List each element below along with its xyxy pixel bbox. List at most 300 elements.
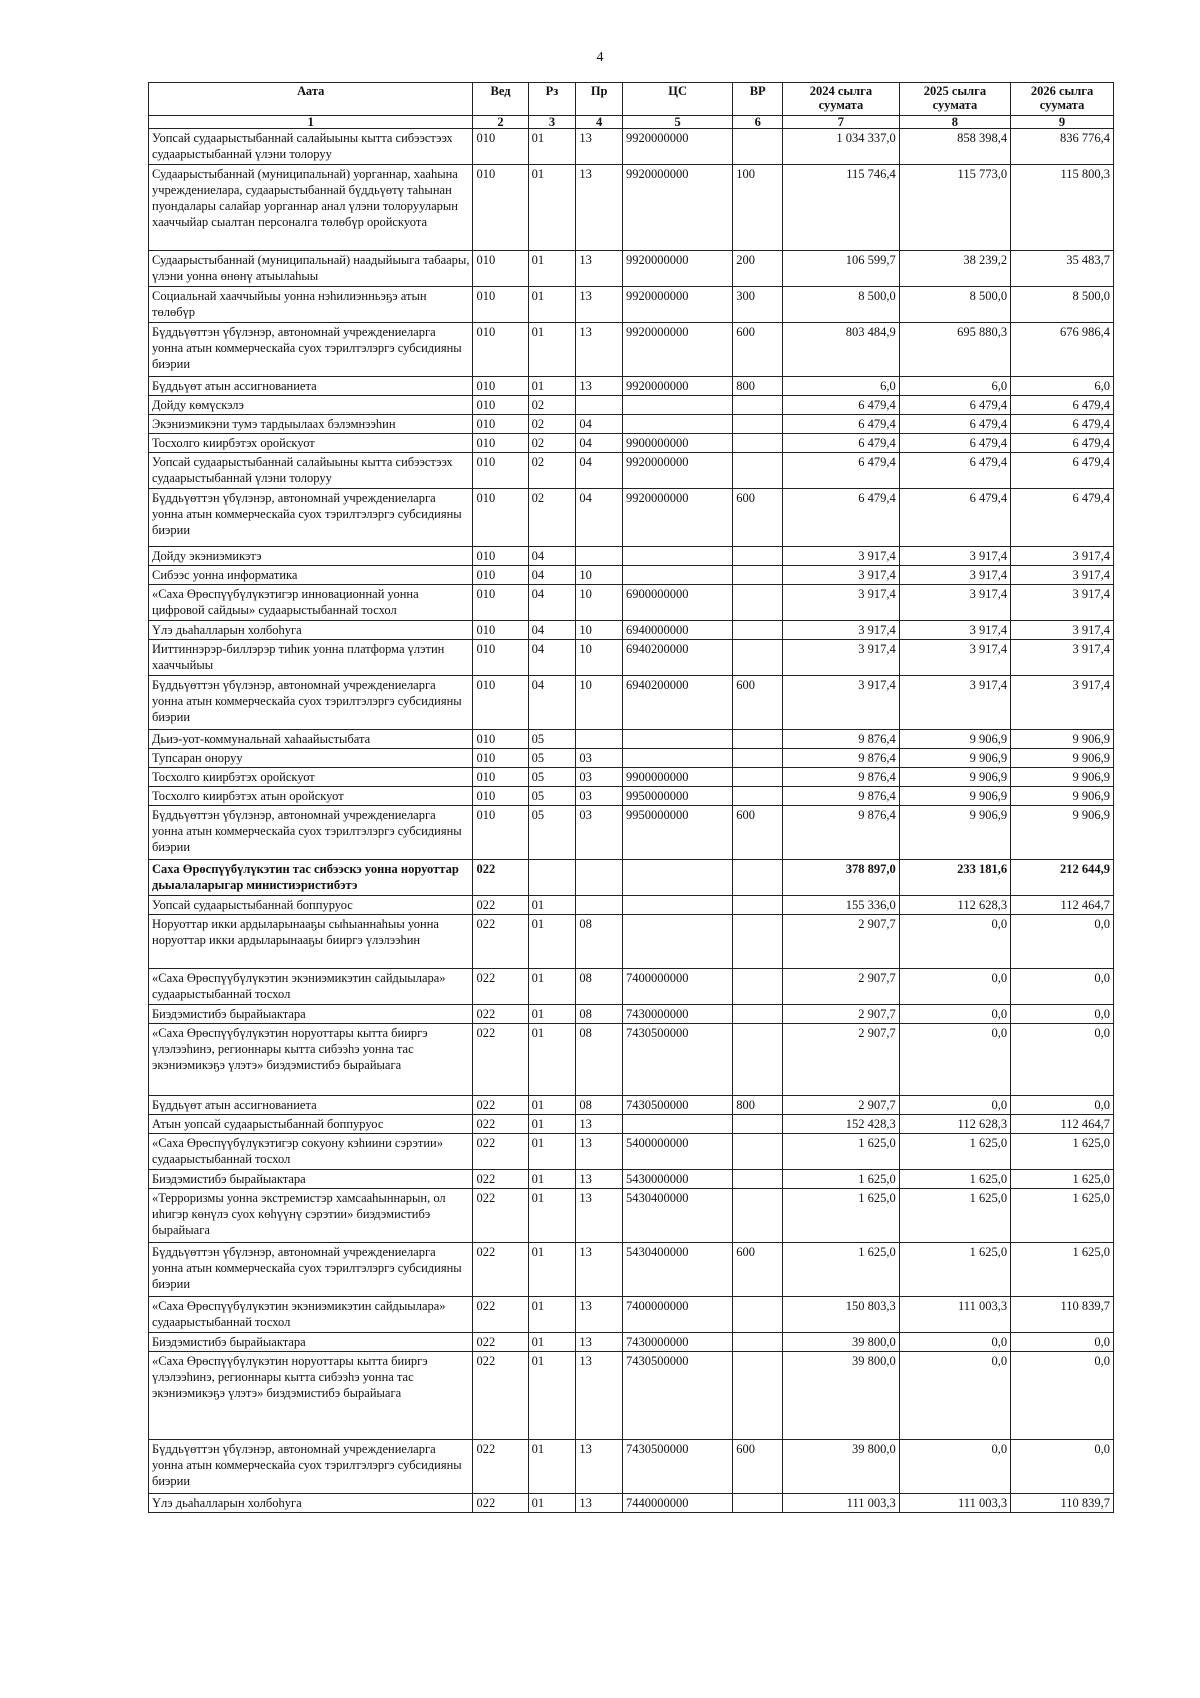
- cell-2025: 6 479,4: [899, 489, 1010, 547]
- cell-2026: 9 906,9: [1011, 768, 1114, 787]
- cell-vr: 600: [733, 1243, 783, 1297]
- cell-ved: 022: [473, 1333, 528, 1352]
- column-number: 9: [1011, 116, 1114, 129]
- cell-pr: 03: [576, 768, 623, 787]
- cell-rz: 01: [528, 1096, 576, 1115]
- cell-2024: 9 876,4: [783, 787, 900, 806]
- cell-rz: 01: [528, 287, 576, 323]
- cell-2024: 2 907,7: [783, 1005, 900, 1024]
- cell-2026: 0,0: [1011, 1352, 1114, 1440]
- cell-vr: [733, 787, 783, 806]
- cell-pr: 13: [576, 1115, 623, 1134]
- header-2024: 2024 сылга суумата: [783, 83, 900, 116]
- cell-vr: 800: [733, 377, 783, 396]
- table-row: [149, 323, 1114, 377]
- cell-2024: 3 917,4: [783, 566, 900, 585]
- cell-name: Тупсаран оноруу: [149, 749, 473, 768]
- cell-ved: 022: [473, 1096, 528, 1115]
- cell-ved: 010: [473, 377, 528, 396]
- cell-pr: 04: [576, 415, 623, 434]
- column-number-row: [149, 116, 1114, 129]
- cell-rz: 01: [528, 915, 576, 969]
- cell-vr: [733, 621, 783, 640]
- cell-cs: 9920000000: [623, 323, 733, 377]
- table-row: [149, 434, 1114, 453]
- cell-cs: 9920000000: [623, 287, 733, 323]
- cell-name: Бүддьүөттэн үбүлэнэр, автономнай учреждениеларга уонна атын коммерческайа суох тэрилтэлэргэ субсидияны биэрии: [149, 1440, 473, 1494]
- cell-cs: 6940200000: [623, 640, 733, 676]
- cell-cs: 6940200000: [623, 676, 733, 730]
- cell-rz: 01: [528, 377, 576, 396]
- cell-2026: 212 644,9: [1011, 860, 1114, 896]
- header-name: Аата: [149, 83, 473, 116]
- table-row: [149, 1440, 1114, 1494]
- cell-ved: 010: [473, 547, 528, 566]
- cell-name: Норуоттар икки ардыларынааҕы сыһыаннаһыы уонна норуоттар икки ардыларынааҕы бииргэ үлэлээһин: [149, 915, 473, 969]
- cell-name: Бүддьүөт атын ассигнованиета: [149, 1096, 473, 1115]
- table-row: [149, 585, 1114, 621]
- cell-ved: 022: [473, 969, 528, 1005]
- cell-pr: 13: [576, 1440, 623, 1494]
- cell-pr: [576, 547, 623, 566]
- cell-name: Ииттиннэрэр-биллэрэр тиһик уонна платформа үлэтин хааччыйыы: [149, 640, 473, 676]
- cell-ved: 022: [473, 1005, 528, 1024]
- table-row: [149, 1134, 1114, 1170]
- cell-ved: 010: [473, 749, 528, 768]
- table-row: [149, 415, 1114, 434]
- cell-2026: 1 625,0: [1011, 1243, 1114, 1297]
- cell-vr: [733, 434, 783, 453]
- cell-name: Үлэ дьаһалларын холбоһуга: [149, 1494, 473, 1513]
- cell-2024: 3 917,4: [783, 547, 900, 566]
- cell-pr: 10: [576, 640, 623, 676]
- cell-ved: 010: [473, 129, 528, 165]
- table-row: [149, 1024, 1114, 1096]
- cell-ved: 022: [473, 1115, 528, 1134]
- cell-2024: 152 428,3: [783, 1115, 900, 1134]
- cell-pr: 13: [576, 1352, 623, 1440]
- table-row: [149, 621, 1114, 640]
- cell-rz: 01: [528, 969, 576, 1005]
- cell-2026: 6 479,4: [1011, 434, 1114, 453]
- cell-2026: 8 500,0: [1011, 287, 1114, 323]
- cell-2026: 9 906,9: [1011, 730, 1114, 749]
- cell-vr: [733, 585, 783, 621]
- table-row: [149, 806, 1114, 860]
- cell-2025: 3 917,4: [899, 621, 1010, 640]
- cell-2024: 9 876,4: [783, 806, 900, 860]
- cell-2025: 233 181,6: [899, 860, 1010, 896]
- cell-vr: [733, 1333, 783, 1352]
- cell-2025: 3 917,4: [899, 640, 1010, 676]
- cell-name: «Саха Өрөспүүбүлүкэтин экэниэмикэтин сайдыылара» судаарыстыбаннай тосхол: [149, 969, 473, 1005]
- cell-ved: 010: [473, 415, 528, 434]
- cell-2024: 1 625,0: [783, 1243, 900, 1297]
- cell-name: Экэниэмикэни тумэ тардыылаах бэлэмнээһин: [149, 415, 473, 434]
- cell-cs: 9920000000: [623, 377, 733, 396]
- cell-cs: [623, 915, 733, 969]
- cell-vr: [733, 1005, 783, 1024]
- cell-2025: 0,0: [899, 1440, 1010, 1494]
- cell-cs: 5400000000: [623, 1134, 733, 1170]
- table-row: [149, 1115, 1114, 1134]
- cell-2024: 6,0: [783, 377, 900, 396]
- cell-pr: 08: [576, 969, 623, 1005]
- cell-name: Тосхолго киирбэтэх атын оройскуот: [149, 787, 473, 806]
- cell-pr: 03: [576, 806, 623, 860]
- cell-2025: 0,0: [899, 915, 1010, 969]
- cell-2025: 3 917,4: [899, 676, 1010, 730]
- cell-name: Дойду экэниэмикэтэ: [149, 547, 473, 566]
- header-pr: Пр: [576, 83, 623, 116]
- cell-ved: 022: [473, 1352, 528, 1440]
- cell-rz: 01: [528, 1134, 576, 1170]
- cell-2025: 111 003,3: [899, 1494, 1010, 1513]
- cell-cs: [623, 860, 733, 896]
- cell-pr: 08: [576, 915, 623, 969]
- cell-vr: 600: [733, 676, 783, 730]
- cell-name: Судаарыстыбаннай (муниципальнай) уорганнар, хааһына учреждениелара, судаарыстыбаннай бүддьүөтү таһынан пуондалары салайар уорганнар анал үлэни толорууларын хааччыйар сыалтан персоналга төлөбүр оройскуота: [149, 165, 473, 251]
- cell-ved: 010: [473, 251, 528, 287]
- cell-cs: [623, 415, 733, 434]
- cell-2026: 6 479,4: [1011, 489, 1114, 547]
- table-row: [149, 377, 1114, 396]
- cell-2026: 0,0: [1011, 1005, 1114, 1024]
- column-number: 1: [149, 116, 473, 129]
- cell-rz: 01: [528, 1494, 576, 1513]
- cell-vr: [733, 1189, 783, 1243]
- cell-2026: 9 906,9: [1011, 787, 1114, 806]
- cell-pr: 10: [576, 621, 623, 640]
- table-row: [149, 547, 1114, 566]
- cell-rz: 04: [528, 676, 576, 730]
- column-number: 2: [473, 116, 528, 129]
- column-number: 8: [899, 116, 1010, 129]
- cell-rz: 05: [528, 768, 576, 787]
- cell-2025: 0,0: [899, 1005, 1010, 1024]
- cell-2026: 1 625,0: [1011, 1170, 1114, 1189]
- cell-name: Сибээс уонна информатика: [149, 566, 473, 585]
- cell-ved: 022: [473, 1024, 528, 1096]
- table-row: [149, 1333, 1114, 1352]
- cell-name: Биэдэмистибэ бырайыактара: [149, 1170, 473, 1189]
- cell-name: Бүддьүөттэн үбүлэнэр, автономнай учреждениеларга уонна атын коммерческайа суох тэрилтэлэргэ субсидияны биэрии: [149, 323, 473, 377]
- cell-name: Бүддьүөттэн үбүлэнэр, автономнай учреждениеларга уонна атын коммерческайа суох тэрилтэлэргэ субсидияны биэрии: [149, 1243, 473, 1297]
- cell-rz: 02: [528, 453, 576, 489]
- table-row: [149, 489, 1114, 547]
- header-rz: Рз: [528, 83, 576, 116]
- cell-2024: 106 599,7: [783, 251, 900, 287]
- cell-rz: 04: [528, 640, 576, 676]
- column-number: 3: [528, 116, 576, 129]
- cell-name: Тосхолго киирбэтэх оройскуот: [149, 768, 473, 787]
- cell-rz: 01: [528, 129, 576, 165]
- cell-2026: 0,0: [1011, 1024, 1114, 1096]
- cell-vr: [733, 1170, 783, 1189]
- cell-2026: 115 800,3: [1011, 165, 1114, 251]
- cell-2025: 9 906,9: [899, 749, 1010, 768]
- cell-cs: 7430500000: [623, 1024, 733, 1096]
- cell-pr: 03: [576, 749, 623, 768]
- table-row: [149, 1243, 1114, 1297]
- cell-vr: 600: [733, 1440, 783, 1494]
- cell-ved: 010: [473, 489, 528, 547]
- cell-name: «Саха Өрөспүүбүлүкэтин норуоттары кытта бииргэ үлэлээһинэ, регионнары кытта сибээһэ уонна тас экэниэмикэҕэ үлэтэ» биэдэмистибэ бырайыага: [149, 1024, 473, 1096]
- cell-rz: 02: [528, 434, 576, 453]
- cell-cs: [623, 566, 733, 585]
- cell-name: Уопсай судаарыстыбаннай салайыыны кытта сибээстээх судаарыстыбаннай үлэни толоруу: [149, 129, 473, 165]
- cell-2026: 6,0: [1011, 377, 1114, 396]
- cell-2024: 2 907,7: [783, 915, 900, 969]
- header-vr: ВР: [733, 83, 783, 116]
- cell-2025: 1 625,0: [899, 1170, 1010, 1189]
- cell-2024: 39 800,0: [783, 1333, 900, 1352]
- cell-2025: 1 625,0: [899, 1134, 1010, 1170]
- cell-ved: 022: [473, 860, 528, 896]
- cell-name: «Саха Өрөспүүбүлүкэтигэр инновационнай уонна цифровой сайдыы» судаарыстыбаннай тосхол: [149, 585, 473, 621]
- cell-vr: [733, 749, 783, 768]
- table-row: [149, 453, 1114, 489]
- cell-2024: 155 336,0: [783, 896, 900, 915]
- cell-ved: 010: [473, 730, 528, 749]
- cell-cs: 9920000000: [623, 489, 733, 547]
- cell-cs: [623, 896, 733, 915]
- cell-ved: 010: [473, 165, 528, 251]
- cell-pr: 08: [576, 1005, 623, 1024]
- cell-pr: 04: [576, 489, 623, 547]
- cell-2024: 6 479,4: [783, 489, 900, 547]
- cell-pr: 13: [576, 1170, 623, 1189]
- table-row: [149, 1297, 1114, 1333]
- cell-2024: 2 907,7: [783, 1024, 900, 1096]
- cell-2025: 115 773,0: [899, 165, 1010, 251]
- cell-name: Судаарыстыбаннай (муниципальнай) наадыйыыга табаары, үлэни уонна өнөнү атыылаһыы: [149, 251, 473, 287]
- cell-rz: 05: [528, 749, 576, 768]
- cell-2025: 8 500,0: [899, 287, 1010, 323]
- cell-rz: 01: [528, 896, 576, 915]
- cell-rz: 01: [528, 1297, 576, 1333]
- cell-rz: 01: [528, 323, 576, 377]
- cell-vr: [733, 1115, 783, 1134]
- cell-2026: 0,0: [1011, 1096, 1114, 1115]
- cell-ved: 022: [473, 1189, 528, 1243]
- cell-name: «Саха Өрөспүүбүлүкэтин норуоттары кытта бииргэ үлэлээһинэ, регионнары кытта сибээһэ уонна тас экэниэмикэҕэ үлэтэ» биэдэмистибэ бырайыага: [149, 1352, 473, 1440]
- cell-cs: 9900000000: [623, 768, 733, 787]
- cell-2024: 1 625,0: [783, 1170, 900, 1189]
- table-row: [149, 1170, 1114, 1189]
- cell-rz: 01: [528, 1005, 576, 1024]
- cell-2024: 8 500,0: [783, 287, 900, 323]
- cell-cs: 5430400000: [623, 1243, 733, 1297]
- cell-ved: 010: [473, 396, 528, 415]
- cell-pr: 08: [576, 1024, 623, 1096]
- cell-cs: 9950000000: [623, 806, 733, 860]
- cell-pr: 13: [576, 377, 623, 396]
- cell-ved: 010: [473, 434, 528, 453]
- cell-2025: 9 906,9: [899, 768, 1010, 787]
- budget-table: [148, 82, 1114, 1513]
- table-body: [149, 129, 1114, 1513]
- cell-name: Дойду көмүскэлэ: [149, 396, 473, 415]
- cell-2026: 110 839,7: [1011, 1494, 1114, 1513]
- cell-2026: 836 776,4: [1011, 129, 1114, 165]
- cell-name: Атын уопсай судаарыстыбаннай боппуруос: [149, 1115, 473, 1134]
- cell-name: Бүддьүөт атын ассигнованиета: [149, 377, 473, 396]
- cell-cs: 7430000000: [623, 1005, 733, 1024]
- cell-2026: 110 839,7: [1011, 1297, 1114, 1333]
- cell-pr: [576, 396, 623, 415]
- cell-2025: 3 917,4: [899, 547, 1010, 566]
- cell-pr: 13: [576, 165, 623, 251]
- table-row: [149, 1096, 1114, 1115]
- cell-rz: 05: [528, 730, 576, 749]
- cell-name: «Терроризмы уонна экстремистэр хамсааһыннарын, ол иһигэр көнүлэ суох көһүүнү сэрэтии» биэдэмистибэ бырайыага: [149, 1189, 473, 1243]
- cell-ved: 010: [473, 453, 528, 489]
- cell-vr: [733, 547, 783, 566]
- cell-2026: 6 479,4: [1011, 415, 1114, 434]
- cell-pr: 10: [576, 676, 623, 730]
- cell-2024: 9 876,4: [783, 730, 900, 749]
- cell-pr: 13: [576, 1134, 623, 1170]
- cell-2026: 3 917,4: [1011, 621, 1114, 640]
- cell-name: Дьиэ-уот-коммунальнай хаһаайыстыбата: [149, 730, 473, 749]
- cell-2026: 6 479,4: [1011, 453, 1114, 489]
- cell-2024: 3 917,4: [783, 640, 900, 676]
- cell-cs: 7430000000: [623, 1333, 733, 1352]
- cell-name: Бүддьүөттэн үбүлэнэр, автономнай учреждениеларга уонна атын коммерческайа суох тэрилтэлэргэ субсидияны биэрии: [149, 676, 473, 730]
- cell-2026: 9 906,9: [1011, 749, 1114, 768]
- cell-pr: 08: [576, 1096, 623, 1115]
- cell-name: «Саха Өрөспүүбүлүкэтигэр сокуону кэһиини сэрэтии» судаарыстыбаннай тосхол: [149, 1134, 473, 1170]
- cell-2024: 378 897,0: [783, 860, 900, 896]
- column-number: 7: [783, 116, 900, 129]
- column-number: 5: [623, 116, 733, 129]
- cell-ved: 010: [473, 621, 528, 640]
- cell-2025: 0,0: [899, 969, 1010, 1005]
- cell-ved: 022: [473, 1440, 528, 1494]
- cell-2026: 1 625,0: [1011, 1189, 1114, 1243]
- cell-vr: [733, 730, 783, 749]
- table-row: [149, 730, 1114, 749]
- cell-pr: 03: [576, 787, 623, 806]
- header-2026: 2026 сылга суумата: [1011, 83, 1114, 116]
- cell-2025: 6 479,4: [899, 434, 1010, 453]
- cell-ved: 010: [473, 806, 528, 860]
- cell-name: «Саха Өрөспүүбүлүкэтин экэниэмикэтин сайдыылара» судаарыстыбаннай тосхол: [149, 1297, 473, 1333]
- cell-pr: 13: [576, 1189, 623, 1243]
- cell-2024: 2 907,7: [783, 969, 900, 1005]
- table-row: [149, 1189, 1114, 1243]
- cell-2026: 3 917,4: [1011, 585, 1114, 621]
- cell-rz: 04: [528, 621, 576, 640]
- cell-2026: 112 464,7: [1011, 896, 1114, 915]
- cell-2025: 112 628,3: [899, 896, 1010, 915]
- cell-2025: 0,0: [899, 1096, 1010, 1115]
- header-2025: 2025 сылга суумата: [899, 83, 1010, 116]
- cell-cs: 9900000000: [623, 434, 733, 453]
- table-row: [149, 640, 1114, 676]
- table-row: [149, 969, 1114, 1005]
- cell-ved: 010: [473, 287, 528, 323]
- cell-pr: 13: [576, 1333, 623, 1352]
- cell-cs: [623, 396, 733, 415]
- cell-rz: 02: [528, 489, 576, 547]
- cell-2024: 9 876,4: [783, 768, 900, 787]
- cell-cs: 9920000000: [623, 165, 733, 251]
- cell-vr: [733, 1024, 783, 1096]
- header-ved: Вед: [473, 83, 528, 116]
- cell-cs: 5430400000: [623, 1189, 733, 1243]
- cell-ved: 022: [473, 1297, 528, 1333]
- cell-ved: 010: [473, 787, 528, 806]
- cell-cs: [623, 1115, 733, 1134]
- cell-2025: 0,0: [899, 1352, 1010, 1440]
- cell-rz: 01: [528, 251, 576, 287]
- cell-ved: 010: [473, 323, 528, 377]
- cell-name: Бүддьүөттэн үбүлэнэр, автономнай учреждениеларга уонна атын коммерческайа суох тэрилтэлэргэ субсидияны биэрии: [149, 806, 473, 860]
- cell-rz: 04: [528, 566, 576, 585]
- table-row: [149, 787, 1114, 806]
- cell-pr: [576, 860, 623, 896]
- cell-vr: [733, 768, 783, 787]
- cell-2024: 6 479,4: [783, 434, 900, 453]
- cell-rz: 01: [528, 1115, 576, 1134]
- cell-2024: 3 917,4: [783, 585, 900, 621]
- cell-vr: 600: [733, 323, 783, 377]
- cell-vr: [733, 1494, 783, 1513]
- cell-rz: 01: [528, 1333, 576, 1352]
- cell-vr: 600: [733, 806, 783, 860]
- cell-pr: 10: [576, 566, 623, 585]
- cell-2026: 3 917,4: [1011, 547, 1114, 566]
- cell-cs: [623, 749, 733, 768]
- table-row: [149, 165, 1114, 251]
- cell-2024: 111 003,3: [783, 1494, 900, 1513]
- cell-cs: 9920000000: [623, 453, 733, 489]
- cell-rz: 01: [528, 1189, 576, 1243]
- cell-vr: [733, 860, 783, 896]
- cell-vr: [733, 969, 783, 1005]
- cell-2024: 6 479,4: [783, 415, 900, 434]
- cell-2025: 1 625,0: [899, 1189, 1010, 1243]
- cell-name: Биэдэмистибэ бырайыактара: [149, 1005, 473, 1024]
- cell-2024: 3 917,4: [783, 621, 900, 640]
- cell-ved: 010: [473, 640, 528, 676]
- cell-name: Уопсай судаарыстыбаннай боппуруос: [149, 896, 473, 915]
- cell-rz: 05: [528, 806, 576, 860]
- cell-2025: 112 628,3: [899, 1115, 1010, 1134]
- cell-rz: 01: [528, 1024, 576, 1096]
- table-row: [149, 896, 1114, 915]
- cell-pr: 13: [576, 251, 623, 287]
- table-row: [149, 676, 1114, 730]
- cell-2025: 1 625,0: [899, 1243, 1010, 1297]
- cell-name: Социальнай хааччыйыы уонна нэһилиэнньэҕэ атын төлөбүр: [149, 287, 473, 323]
- cell-2025: 3 917,4: [899, 566, 1010, 585]
- cell-2025: 6 479,4: [899, 396, 1010, 415]
- cell-cs: 9920000000: [623, 129, 733, 165]
- cell-ved: 010: [473, 585, 528, 621]
- header-row: [149, 83, 1114, 116]
- cell-cs: 5430000000: [623, 1170, 733, 1189]
- cell-vr: [733, 640, 783, 676]
- cell-ved: 022: [473, 1134, 528, 1170]
- table-row: [149, 251, 1114, 287]
- cell-2024: 150 803,3: [783, 1297, 900, 1333]
- table-row: [149, 860, 1114, 896]
- cell-rz: 02: [528, 415, 576, 434]
- cell-2025: 0,0: [899, 1024, 1010, 1096]
